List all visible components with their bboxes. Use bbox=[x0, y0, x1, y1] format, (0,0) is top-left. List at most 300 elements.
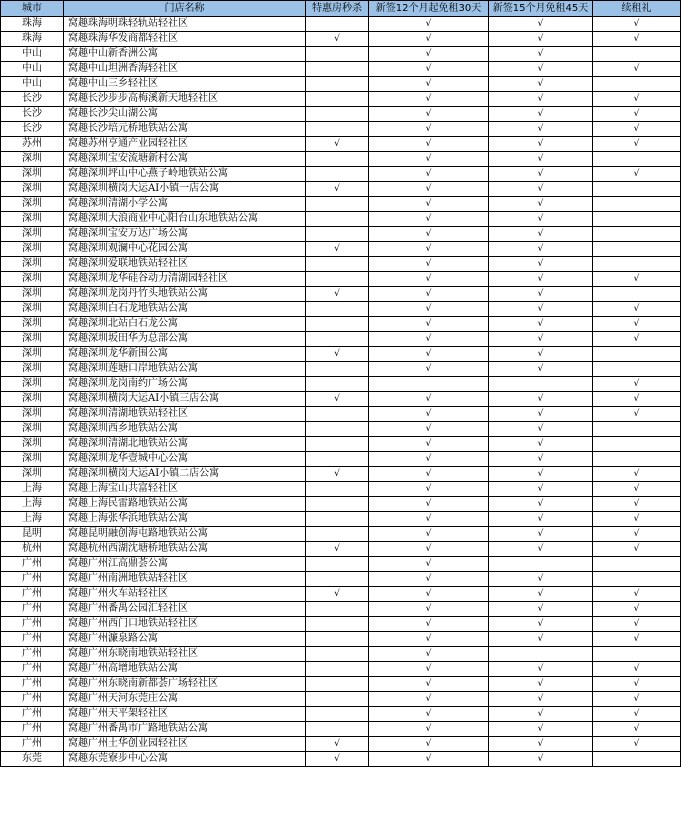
renewal-gift-mark bbox=[593, 347, 681, 362]
free-30-mark: √ bbox=[369, 617, 489, 632]
table-row bbox=[1, 167, 681, 182]
flash-sale-mark bbox=[306, 422, 369, 437]
table-row bbox=[1, 512, 681, 527]
renewal-gift-mark bbox=[593, 242, 681, 257]
table-row bbox=[1, 392, 681, 407]
table-row bbox=[1, 47, 681, 62]
store-name-cell: 窝趣广州东晓南新都荟广场轻社区 bbox=[64, 677, 306, 692]
free-45-mark: √ bbox=[489, 392, 593, 407]
free-45-mark: √ bbox=[489, 347, 593, 362]
table-row bbox=[1, 62, 681, 77]
city-cell: 广州 bbox=[1, 707, 64, 722]
table-row bbox=[1, 107, 681, 122]
city-cell: 广州 bbox=[1, 692, 64, 707]
free-30-mark: √ bbox=[369, 557, 489, 572]
free-45-mark: √ bbox=[489, 122, 593, 137]
flash-sale-mark bbox=[306, 692, 369, 707]
city-cell: 广州 bbox=[1, 662, 64, 677]
free-30-mark: √ bbox=[369, 692, 489, 707]
flash-sale-mark bbox=[306, 407, 369, 422]
store-name-cell: 窝趣深圳西乡地铁站公寓 bbox=[64, 422, 306, 437]
flash-sale-mark: √ bbox=[306, 347, 369, 362]
renewal-gift-mark bbox=[593, 227, 681, 242]
city-cell: 广州 bbox=[1, 632, 64, 647]
free-45-mark: √ bbox=[489, 137, 593, 152]
store-name-cell: 窝趣深圳龙华壹城中心公寓 bbox=[64, 452, 306, 467]
renewal-gift-mark: √ bbox=[593, 32, 681, 47]
free-45-mark: √ bbox=[489, 167, 593, 182]
free-45-mark: √ bbox=[489, 257, 593, 272]
city-cell: 深圳 bbox=[1, 152, 64, 167]
free-45-mark: √ bbox=[489, 92, 593, 107]
flash-sale-mark bbox=[306, 557, 369, 572]
table-row bbox=[1, 347, 681, 362]
free-30-mark: √ bbox=[369, 137, 489, 152]
city-cell: 深圳 bbox=[1, 437, 64, 452]
city-cell: 深圳 bbox=[1, 227, 64, 242]
city-cell: 广州 bbox=[1, 557, 64, 572]
store-name-cell: 窝趣广州天平架轻社区 bbox=[64, 707, 306, 722]
free-45-mark: √ bbox=[489, 632, 593, 647]
free-30-mark: √ bbox=[369, 362, 489, 377]
free-45-mark: √ bbox=[489, 242, 593, 257]
free-30-mark: √ bbox=[369, 347, 489, 362]
renewal-gift-mark: √ bbox=[593, 92, 681, 107]
city-cell: 深圳 bbox=[1, 452, 64, 467]
flash-sale-mark bbox=[306, 92, 369, 107]
free-45-mark: √ bbox=[489, 77, 593, 92]
free-30-mark: √ bbox=[369, 242, 489, 257]
free-45-mark: √ bbox=[489, 47, 593, 62]
store-name-cell: 窝趣深圳观澜中心花园公寓 bbox=[64, 242, 306, 257]
free-30-mark: √ bbox=[369, 32, 489, 47]
city-cell: 深圳 bbox=[1, 422, 64, 437]
renewal-gift-mark: √ bbox=[593, 467, 681, 482]
flash-sale-mark: √ bbox=[306, 182, 369, 197]
table-row bbox=[1, 92, 681, 107]
table-row bbox=[1, 677, 681, 692]
table-row bbox=[1, 137, 681, 152]
flash-sale-mark: √ bbox=[306, 467, 369, 482]
renewal-gift-mark: √ bbox=[593, 677, 681, 692]
table-row bbox=[1, 77, 681, 92]
free-30-mark: √ bbox=[369, 62, 489, 77]
free-45-mark: √ bbox=[489, 752, 593, 767]
flash-sale-mark bbox=[306, 617, 369, 632]
city-cell: 深圳 bbox=[1, 317, 64, 332]
table-row bbox=[1, 707, 681, 722]
free-30-mark: √ bbox=[369, 392, 489, 407]
renewal-gift-mark: √ bbox=[593, 527, 681, 542]
flash-sale-mark bbox=[306, 77, 369, 92]
header-renewal-gift: 续租礼 bbox=[593, 1, 681, 17]
table-row bbox=[1, 197, 681, 212]
store-name-cell: 窝趣广州火车站轻社区 bbox=[64, 587, 306, 602]
renewal-gift-mark: √ bbox=[593, 167, 681, 182]
renewal-gift-mark: √ bbox=[593, 137, 681, 152]
header-store-name: 门店名称 bbox=[64, 1, 306, 17]
store-name-cell: 窝趣深圳坪山中心燕子岭地铁站公寓 bbox=[64, 167, 306, 182]
city-cell: 中山 bbox=[1, 47, 64, 62]
table-row bbox=[1, 527, 681, 542]
free-45-mark: √ bbox=[489, 482, 593, 497]
renewal-gift-mark: √ bbox=[593, 692, 681, 707]
renewal-gift-mark: √ bbox=[593, 377, 681, 392]
store-name-cell: 窝趣长沙步步高梅溪新天地轻社区 bbox=[64, 92, 306, 107]
store-name-cell: 窝趣上海宝山共富轻社区 bbox=[64, 482, 306, 497]
city-cell: 深圳 bbox=[1, 347, 64, 362]
city-cell: 广州 bbox=[1, 722, 64, 737]
store-name-cell: 窝趣深圳横岗大运AI小镇一店公寓 bbox=[64, 182, 306, 197]
free-30-mark: √ bbox=[369, 452, 489, 467]
store-name-cell: 窝趣深圳宝安万达广场公寓 bbox=[64, 227, 306, 242]
free-45-mark: √ bbox=[489, 587, 593, 602]
header-12mo-30day-free: 新签12个月起免租30天 bbox=[369, 1, 489, 17]
flash-sale-mark bbox=[306, 257, 369, 272]
flash-sale-mark: √ bbox=[306, 287, 369, 302]
flash-sale-mark bbox=[306, 122, 369, 137]
renewal-gift-mark bbox=[593, 647, 681, 662]
city-cell: 上海 bbox=[1, 482, 64, 497]
free-45-mark: √ bbox=[489, 677, 593, 692]
renewal-gift-mark bbox=[593, 422, 681, 437]
table-row bbox=[1, 662, 681, 677]
city-cell: 杭州 bbox=[1, 542, 64, 557]
table-row bbox=[1, 647, 681, 662]
free-30-mark: √ bbox=[369, 167, 489, 182]
city-cell: 深圳 bbox=[1, 272, 64, 287]
renewal-gift-mark: √ bbox=[593, 302, 681, 317]
free-30-mark: √ bbox=[369, 632, 489, 647]
free-45-mark bbox=[489, 647, 593, 662]
renewal-gift-mark: √ bbox=[593, 617, 681, 632]
flash-sale-mark: √ bbox=[306, 137, 369, 152]
city-cell: 广州 bbox=[1, 602, 64, 617]
renewal-gift-mark: √ bbox=[593, 62, 681, 77]
free-45-mark: √ bbox=[489, 227, 593, 242]
free-30-mark: √ bbox=[369, 467, 489, 482]
flash-sale-mark bbox=[306, 317, 369, 332]
table-row bbox=[1, 362, 681, 377]
flash-sale-mark bbox=[306, 497, 369, 512]
flash-sale-mark: √ bbox=[306, 32, 369, 47]
store-name-cell: 窝趣上海民雷路地铁站公寓 bbox=[64, 497, 306, 512]
table-row bbox=[1, 602, 681, 617]
renewal-gift-mark: √ bbox=[593, 317, 681, 332]
table-row bbox=[1, 587, 681, 602]
store-name-cell: 窝趣东莞寮步中心公寓 bbox=[64, 752, 306, 767]
flash-sale-mark bbox=[306, 572, 369, 587]
free-30-mark: √ bbox=[369, 92, 489, 107]
table-row bbox=[1, 407, 681, 422]
free-45-mark: √ bbox=[489, 437, 593, 452]
free-45-mark: √ bbox=[489, 212, 593, 227]
flash-sale-mark bbox=[306, 362, 369, 377]
store-name-cell: 窝趣深圳龙华硅谷动力清湖园轻社区 bbox=[64, 272, 306, 287]
flash-sale-mark bbox=[306, 152, 369, 167]
city-cell: 东莞 bbox=[1, 752, 64, 767]
flash-sale-mark: √ bbox=[306, 737, 369, 752]
store-name-cell: 窝趣广州濂泉路公寓 bbox=[64, 632, 306, 647]
store-name-cell: 窝趣珠海华发商都轻社区 bbox=[64, 32, 306, 47]
store-name-cell: 窝趣深圳莲塘口岸地铁站公寓 bbox=[64, 362, 306, 377]
table-row bbox=[1, 722, 681, 737]
header-15mo-45day-free: 新签15个月免租45天 bbox=[489, 1, 593, 17]
store-name-cell: 窝趣苏州亨通产业园轻社区 bbox=[64, 137, 306, 152]
table-row bbox=[1, 287, 681, 302]
store-name-cell: 窝趣广州土华创业园轻社区 bbox=[64, 737, 306, 752]
renewal-gift-mark: √ bbox=[593, 632, 681, 647]
renewal-gift-mark bbox=[593, 452, 681, 467]
store-name-cell: 窝趣中山三乡轻社区 bbox=[64, 77, 306, 92]
city-cell: 深圳 bbox=[1, 167, 64, 182]
flash-sale-mark bbox=[306, 647, 369, 662]
free-45-mark bbox=[489, 377, 593, 392]
table-row bbox=[1, 17, 681, 32]
store-name-cell: 窝趣长沙培元桥地铁站公寓 bbox=[64, 122, 306, 137]
free-45-mark: √ bbox=[489, 287, 593, 302]
free-30-mark: √ bbox=[369, 527, 489, 542]
flash-sale-mark bbox=[306, 212, 369, 227]
city-cell: 上海 bbox=[1, 497, 64, 512]
flash-sale-mark bbox=[306, 437, 369, 452]
free-30-mark bbox=[369, 377, 489, 392]
free-30-mark: √ bbox=[369, 332, 489, 347]
city-cell: 中山 bbox=[1, 62, 64, 77]
city-cell: 昆明 bbox=[1, 527, 64, 542]
table-row bbox=[1, 122, 681, 137]
flash-sale-mark bbox=[306, 167, 369, 182]
table-row bbox=[1, 617, 681, 632]
free-30-mark: √ bbox=[369, 47, 489, 62]
flash-sale-mark bbox=[306, 632, 369, 647]
table-row bbox=[1, 332, 681, 347]
store-name-cell: 窝趣深圳横岗大运AI小镇三店公寓 bbox=[64, 392, 306, 407]
free-45-mark: √ bbox=[489, 407, 593, 422]
store-name-cell: 窝趣深圳大浪商业中心阳台山东地铁站公寓 bbox=[64, 212, 306, 227]
store-name-cell: 窝趣广州江高鼎荟公寓 bbox=[64, 557, 306, 572]
table-row bbox=[1, 212, 681, 227]
table-row bbox=[1, 377, 681, 392]
table-row bbox=[1, 317, 681, 332]
renewal-gift-mark bbox=[593, 752, 681, 767]
free-30-mark: √ bbox=[369, 602, 489, 617]
free-30-mark: √ bbox=[369, 77, 489, 92]
store-name-cell: 窝趣深圳宝安流塘新村公寓 bbox=[64, 152, 306, 167]
flash-sale-mark bbox=[306, 107, 369, 122]
table-row bbox=[1, 257, 681, 272]
store-name-cell: 窝趣深圳白石龙地铁站公寓 bbox=[64, 302, 306, 317]
free-45-mark: √ bbox=[489, 497, 593, 512]
city-cell: 苏州 bbox=[1, 137, 64, 152]
city-cell: 深圳 bbox=[1, 392, 64, 407]
city-cell: 深圳 bbox=[1, 302, 64, 317]
table-row bbox=[1, 422, 681, 437]
table-row bbox=[1, 272, 681, 287]
flash-sale-mark: √ bbox=[306, 587, 369, 602]
header-city: 城市 bbox=[1, 1, 64, 17]
free-45-mark: √ bbox=[489, 572, 593, 587]
free-30-mark: √ bbox=[369, 647, 489, 662]
free-30-mark: √ bbox=[369, 227, 489, 242]
free-30-mark: √ bbox=[369, 752, 489, 767]
free-30-mark: √ bbox=[369, 17, 489, 32]
flash-sale-mark bbox=[306, 722, 369, 737]
free-30-mark: √ bbox=[369, 317, 489, 332]
free-30-mark: √ bbox=[369, 107, 489, 122]
table-row bbox=[1, 182, 681, 197]
free-30-mark: √ bbox=[369, 722, 489, 737]
renewal-gift-mark: √ bbox=[593, 512, 681, 527]
renewal-gift-mark bbox=[593, 182, 681, 197]
free-30-mark: √ bbox=[369, 272, 489, 287]
free-45-mark: √ bbox=[489, 452, 593, 467]
renewal-gift-mark bbox=[593, 257, 681, 272]
free-45-mark: √ bbox=[489, 467, 593, 482]
table-row bbox=[1, 557, 681, 572]
city-cell: 长沙 bbox=[1, 92, 64, 107]
free-45-mark: √ bbox=[489, 542, 593, 557]
store-name-cell: 窝趣深圳清湖小学公寓 bbox=[64, 197, 306, 212]
renewal-gift-mark: √ bbox=[593, 707, 681, 722]
renewal-gift-mark: √ bbox=[593, 122, 681, 137]
store-name-cell: 窝趣深圳龙华新围公寓 bbox=[64, 347, 306, 362]
flash-sale-mark bbox=[306, 512, 369, 527]
store-name-cell: 窝趣广州高增地铁站公寓 bbox=[64, 662, 306, 677]
renewal-gift-mark: √ bbox=[593, 407, 681, 422]
store-name-cell: 窝趣广州南洲地铁站轻社区 bbox=[64, 572, 306, 587]
flash-sale-mark bbox=[306, 47, 369, 62]
free-45-mark: √ bbox=[489, 662, 593, 677]
table-row bbox=[1, 692, 681, 707]
table-row bbox=[1, 542, 681, 557]
free-45-mark: √ bbox=[489, 197, 593, 212]
store-name-cell: 窝趣中山新香洲公寓 bbox=[64, 47, 306, 62]
store-name-cell: 窝趣上海张华浜地铁站公寓 bbox=[64, 512, 306, 527]
free-45-mark: √ bbox=[489, 422, 593, 437]
renewal-gift-mark bbox=[593, 212, 681, 227]
store-name-cell: 窝趣昆明融创海屯路地铁站公寓 bbox=[64, 527, 306, 542]
free-45-mark: √ bbox=[489, 362, 593, 377]
flash-sale-mark bbox=[306, 707, 369, 722]
renewal-gift-mark: √ bbox=[593, 392, 681, 407]
table-row bbox=[1, 632, 681, 647]
free-45-mark: √ bbox=[489, 722, 593, 737]
table-row bbox=[1, 467, 681, 482]
free-45-mark bbox=[489, 557, 593, 572]
free-30-mark: √ bbox=[369, 662, 489, 677]
free-45-mark: √ bbox=[489, 107, 593, 122]
free-45-mark: √ bbox=[489, 32, 593, 47]
free-45-mark: √ bbox=[489, 302, 593, 317]
free-45-mark: √ bbox=[489, 317, 593, 332]
free-45-mark: √ bbox=[489, 617, 593, 632]
renewal-gift-mark: √ bbox=[593, 272, 681, 287]
city-cell: 广州 bbox=[1, 572, 64, 587]
free-45-mark: √ bbox=[489, 332, 593, 347]
flash-sale-mark: √ bbox=[306, 752, 369, 767]
city-cell: 深圳 bbox=[1, 467, 64, 482]
free-45-mark: √ bbox=[489, 602, 593, 617]
table-row bbox=[1, 572, 681, 587]
store-name-cell: 窝趣深圳龙岗南约广场公寓 bbox=[64, 377, 306, 392]
table-row bbox=[1, 482, 681, 497]
renewal-gift-mark: √ bbox=[593, 722, 681, 737]
store-name-cell: 窝趣深圳龙岗丹竹头地铁站公寓 bbox=[64, 287, 306, 302]
free-30-mark: √ bbox=[369, 287, 489, 302]
flash-sale-mark bbox=[306, 302, 369, 317]
table-row bbox=[1, 302, 681, 317]
flash-sale-mark bbox=[306, 377, 369, 392]
city-cell: 深圳 bbox=[1, 197, 64, 212]
free-30-mark: √ bbox=[369, 512, 489, 527]
free-30-mark: √ bbox=[369, 182, 489, 197]
store-name-cell: 窝趣广州番禺公园汇轻社区 bbox=[64, 602, 306, 617]
city-cell: 深圳 bbox=[1, 362, 64, 377]
free-30-mark: √ bbox=[369, 302, 489, 317]
city-cell: 广州 bbox=[1, 647, 64, 662]
table-row bbox=[1, 737, 681, 752]
table-row bbox=[1, 227, 681, 242]
renewal-gift-mark: √ bbox=[593, 737, 681, 752]
header-flash-sale: 特惠房秒杀 bbox=[306, 1, 369, 17]
store-name-cell: 窝趣深圳横岗大运AI小镇二店公寓 bbox=[64, 467, 306, 482]
renewal-gift-mark: √ bbox=[593, 17, 681, 32]
free-30-mark: √ bbox=[369, 482, 489, 497]
table-row bbox=[1, 242, 681, 257]
header-row bbox=[1, 1, 681, 17]
renewal-gift-mark: √ bbox=[593, 332, 681, 347]
free-30-mark: √ bbox=[369, 197, 489, 212]
free-30-mark: √ bbox=[369, 542, 489, 557]
city-cell: 深圳 bbox=[1, 407, 64, 422]
renewal-gift-mark bbox=[593, 197, 681, 212]
free-30-mark: √ bbox=[369, 212, 489, 227]
renewal-gift-mark bbox=[593, 287, 681, 302]
store-name-cell: 窝趣长沙尖山湖公寓 bbox=[64, 107, 306, 122]
free-45-mark: √ bbox=[489, 527, 593, 542]
renewal-gift-mark bbox=[593, 437, 681, 452]
renewal-gift-mark bbox=[593, 152, 681, 167]
free-30-mark: √ bbox=[369, 497, 489, 512]
free-30-mark: √ bbox=[369, 122, 489, 137]
renewal-gift-mark bbox=[593, 77, 681, 92]
flash-sale-mark bbox=[306, 227, 369, 242]
free-45-mark: √ bbox=[489, 182, 593, 197]
table-row bbox=[1, 497, 681, 512]
flash-sale-mark: √ bbox=[306, 392, 369, 407]
flash-sale-mark bbox=[306, 17, 369, 32]
flash-sale-mark: √ bbox=[306, 242, 369, 257]
renewal-gift-mark: √ bbox=[593, 107, 681, 122]
free-45-mark: √ bbox=[489, 152, 593, 167]
flash-sale-mark bbox=[306, 482, 369, 497]
flash-sale-mark bbox=[306, 62, 369, 77]
store-name-cell: 窝趣中山坦洲香海轻社区 bbox=[64, 62, 306, 77]
free-45-mark: √ bbox=[489, 272, 593, 287]
renewal-gift-mark: √ bbox=[593, 587, 681, 602]
store-name-cell: 窝趣广州东晓南地铁站轻社区 bbox=[64, 647, 306, 662]
table-row bbox=[1, 452, 681, 467]
table-row bbox=[1, 32, 681, 47]
renewal-gift-mark bbox=[593, 47, 681, 62]
free-45-mark: √ bbox=[489, 692, 593, 707]
table-row bbox=[1, 437, 681, 452]
free-45-mark: √ bbox=[489, 17, 593, 32]
flash-sale-mark bbox=[306, 272, 369, 287]
renewal-gift-mark: √ bbox=[593, 602, 681, 617]
table-row bbox=[1, 152, 681, 167]
